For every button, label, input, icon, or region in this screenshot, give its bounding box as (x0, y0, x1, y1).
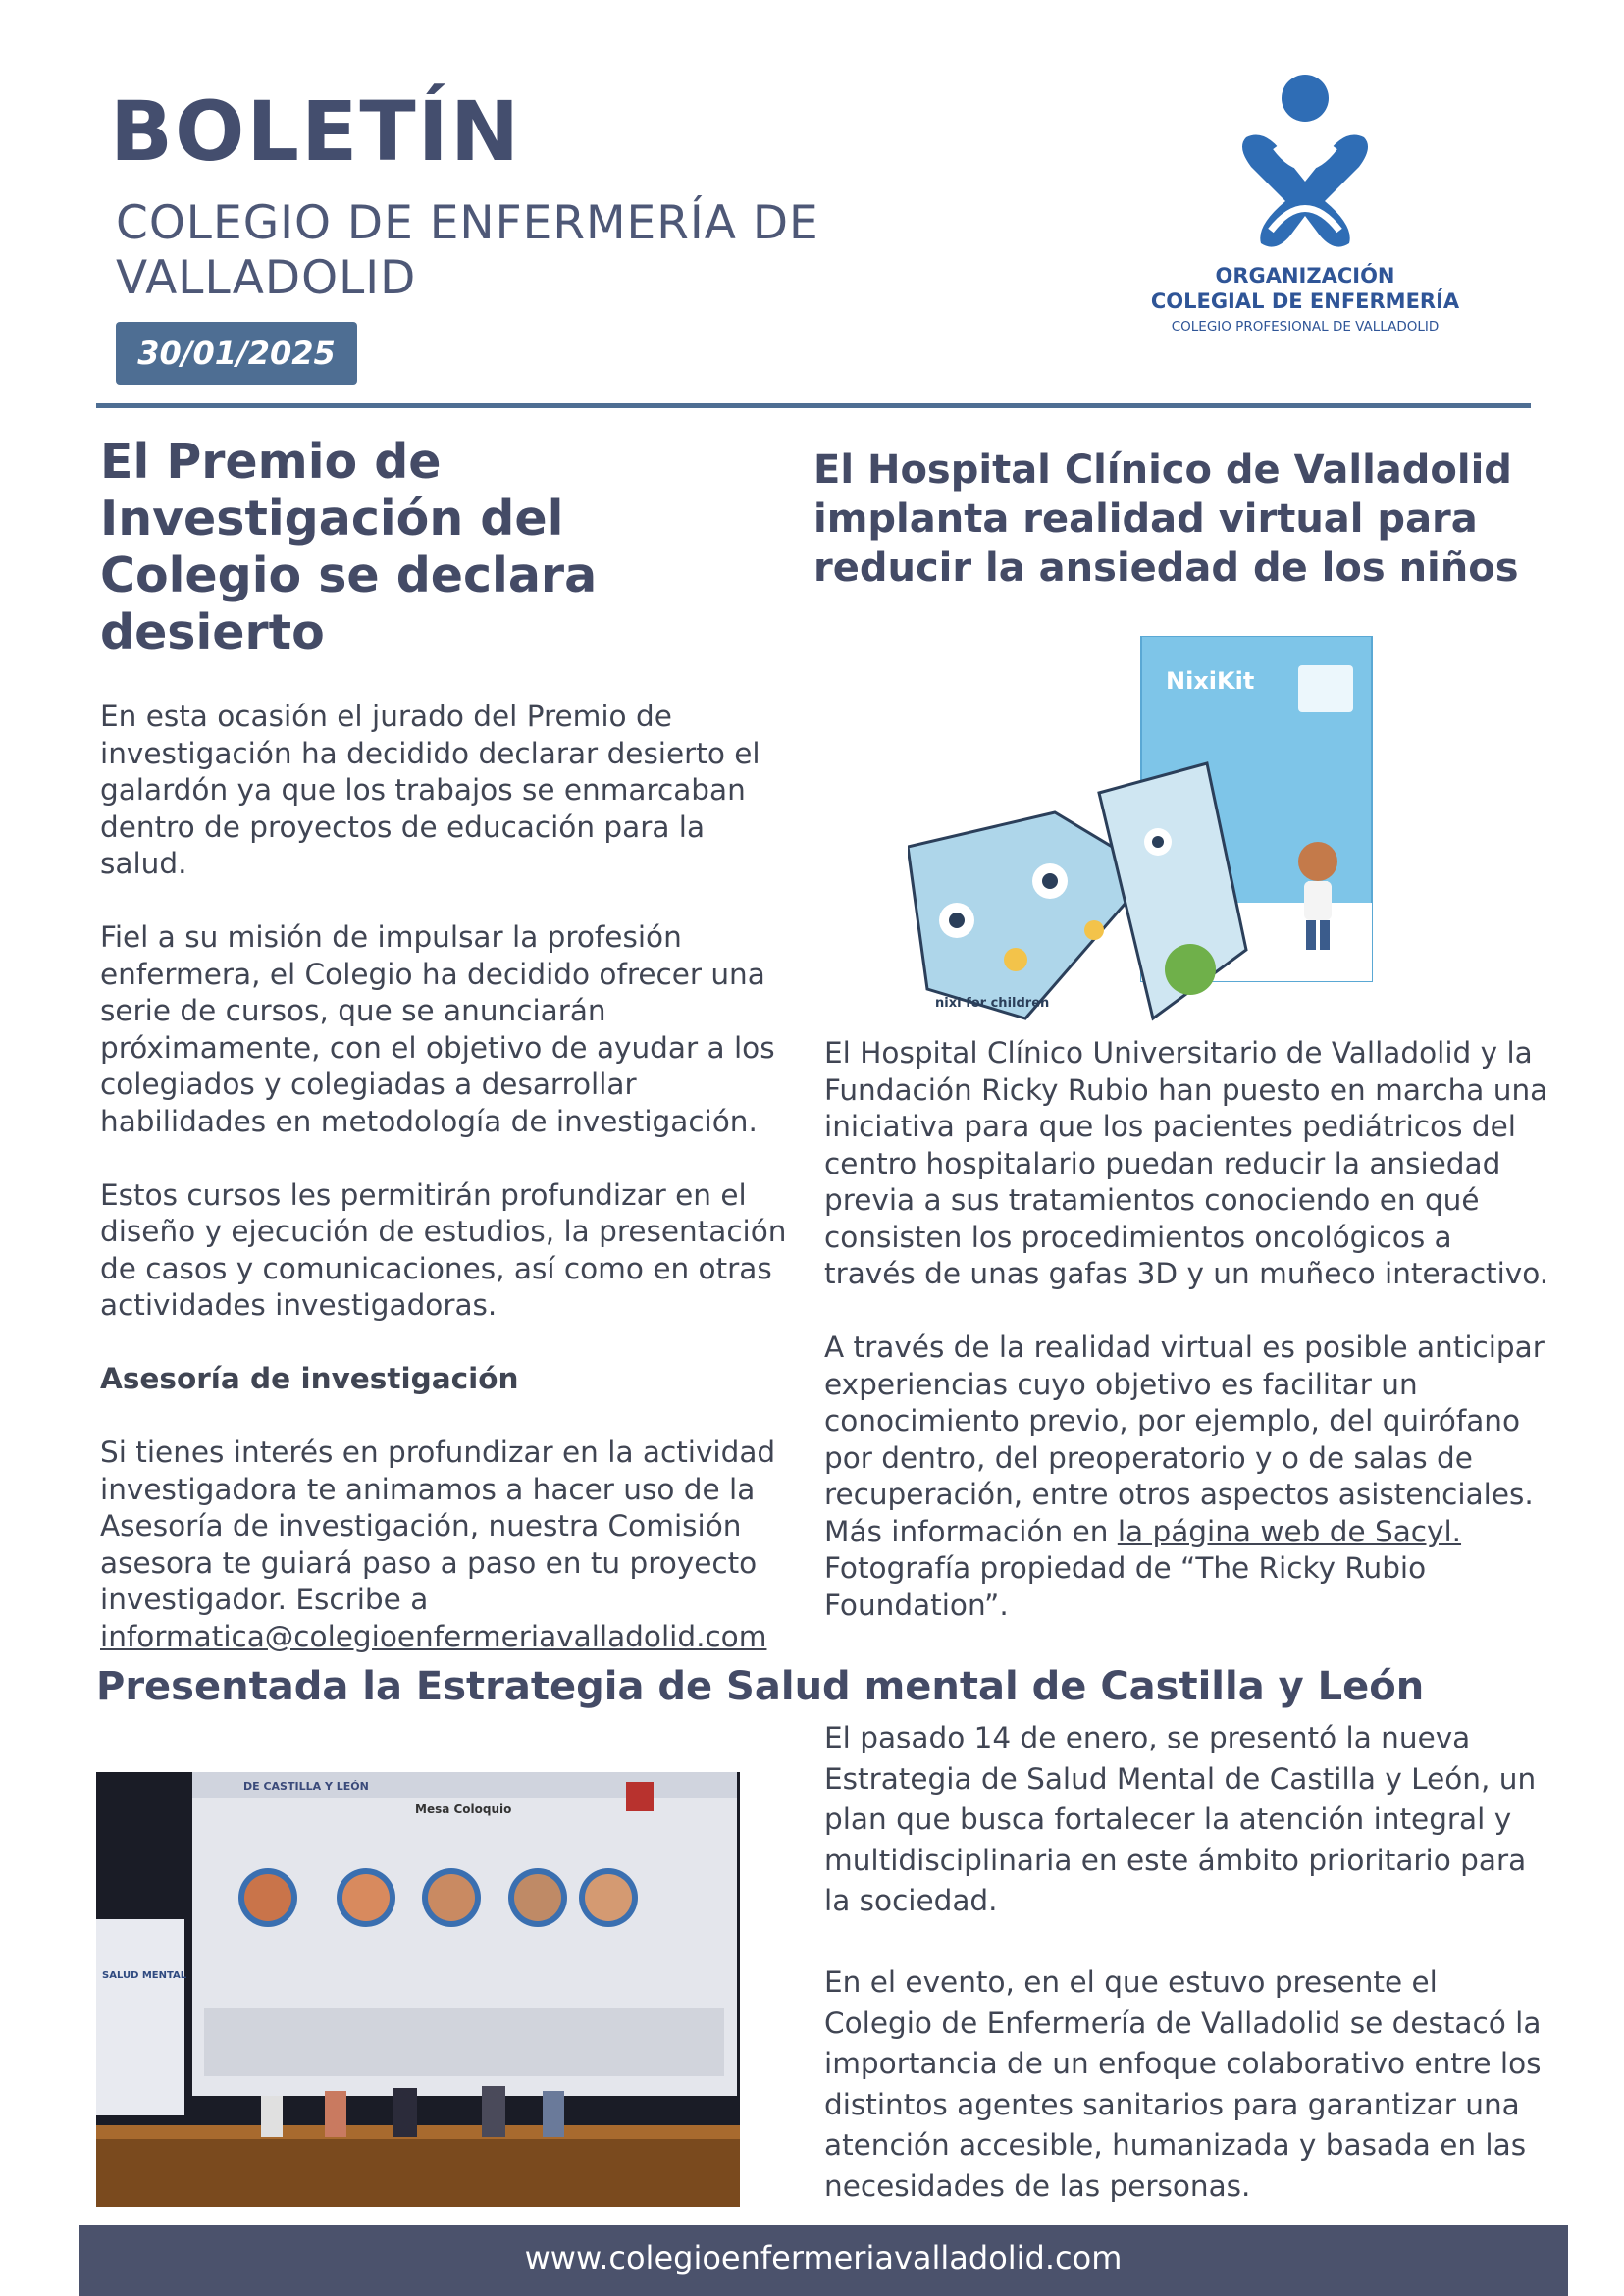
article-left-title: El Premio de Investigación del Colegio se declara desierto (100, 434, 598, 660)
article-left-body (100, 699, 797, 1655)
article-right-p2-end: Fotografía propiedad de “The Ricky Rubio Foundation”. (824, 1551, 1427, 1622)
article-right-p2-start: A través de la realidad virtual es posible anticipar experiencias cuyo objetivo es facilitar un conocimiento previo, por ejemplo, del quirófano por dentro, del preoperatorio y o de salas de recuperación, entre otros aspectos asistenciales. Más información en (824, 1331, 1545, 1548)
article-left-p3: Estos cursos les permitirán profundizar en el diseño y ejecución de estudios, la presentación de casos y comunicaciones, así como en otras actividades investigadoras. (100, 1177, 787, 1322)
article-left-p4: Si tienes interés en profundizar en la actividad investigadora te animamos a hacer uso de la Asesoría de investigación, nuestra Comisión asesora te guiará paso a paso en tu proyecto investigador. Escribe a (100, 1435, 776, 1616)
email-link[interactable]: informatica@colegioenfermeriavalladolid.com (100, 1619, 767, 1653)
screen-header: DE CASTILLA Y LEÓN (243, 1780, 369, 1793)
event-stage-illustration (96, 1772, 740, 2207)
organization-logo (1148, 69, 1462, 363)
article-right-p1: El Hospital Clínico Universitario de Valladolid y la Fundación Ricky Rubio han puesto en marcha una iniciativa para que los pacientes pediátricos del centro hospitalario puedan reducir la ansiedad previa a sus tratamientos conociendo en qué consisten los procedimientos oncológicos a través de unas gafas 3D y un muñeco interactivo. (824, 1036, 1549, 1290)
article-bottom-p2: En el evento, en el que estuvo presente el Colegio de Enfermería de Valladolid se destacó la importancia de un enfoque colaborativo entre los distintos agentes sanitarios para garantizar una atención accesible, humanizada y basada en las necesidades de las personas. (824, 1965, 1542, 2203)
article-left-subheading: Asesoría de investigación (100, 1362, 519, 1395)
article-right-title: El Hospital Clínico de Valladolid implanta realidad virtual para reducir la ansiedad de los niños (813, 447, 1519, 591)
article-right-body (824, 1035, 1550, 1624)
nixi-box-label: nixi for children (935, 996, 1050, 1011)
vr-kit-illustration (908, 636, 1379, 1023)
nixikit-image (908, 636, 1379, 1023)
article-bottom-p1: El pasado 14 de enero, se presentó la nueva Estrategia de Salud Mental de Castilla y León, un plan que busca fortalecer la atención integral y multidisciplinaria en este ámbito prioritario para la sociedad. (824, 1721, 1537, 1917)
date-badge: 30/01/2025 (116, 322, 357, 385)
screen-title: Mesa Coloquio (415, 1802, 512, 1816)
logo-line-1: ORGANIZACIÓN (1215, 264, 1395, 287)
logo-line-2: COLEGIAL DE ENFERMERÍA (1150, 289, 1460, 313)
header-divider (96, 403, 1531, 408)
article-left-p2: Fiel a su misión de impulsar la profesión enfermera, el Colegio ha decidido ofrecer una serie de cursos, que se anunciarán próximamente, con el objetivo de ayudar a los colegiados y colegiadas a desarrollar habilidades en metodología de investigación. (100, 920, 775, 1138)
bulletin-subtitle: COLEGIO DE ENFERMERÍA DE VALLADOLID (116, 196, 819, 305)
article-left-p1: En esta ocasión el jurado del Premio de investigación ha decidido declarar desierto el galardón ya que los trabajos se enmarcaban dentro de proyectos de educación para la salud. (100, 700, 760, 880)
bulletin-title: BOLETÍN (110, 83, 522, 180)
sacyl-link[interactable]: la página web de Sacyl. (1117, 1514, 1462, 1548)
nurse-figure-icon (1227, 69, 1384, 255)
nixikit-brand: NixiKit (1166, 667, 1255, 695)
footer-bar (79, 2225, 1568, 2296)
mental-health-event-photo (96, 1772, 740, 2207)
article-bottom-body (824, 1718, 1550, 2207)
article-bottom-title: Presentada la Estrategia de Salud mental de Castilla y León (96, 1664, 1425, 1709)
logo-line-3: COLEGIO PROFESIONAL DE VALLADOLID (1171, 319, 1440, 335)
banner-title: SALUD MENTAL (102, 1970, 187, 1981)
website-link[interactable]: www.colegioenfermeriavalladolid.com (524, 2239, 1123, 2276)
